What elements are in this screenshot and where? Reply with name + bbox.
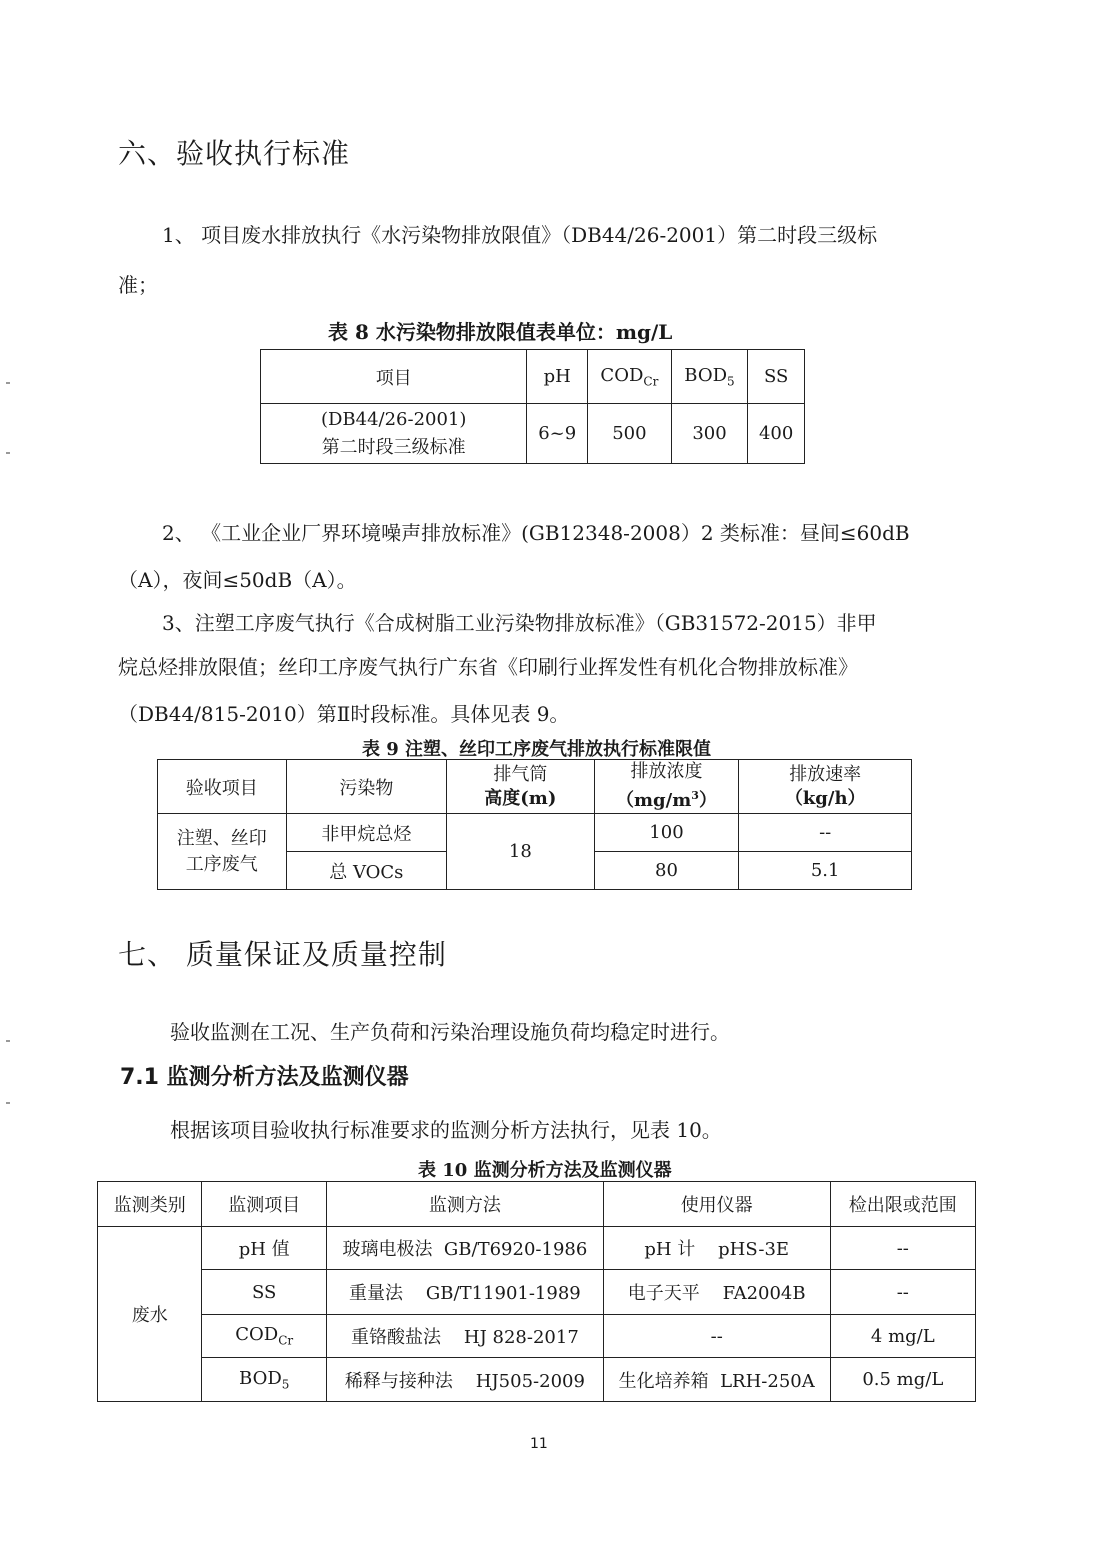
table9-conc-line1: 排放浓度: [630, 761, 703, 782]
table8-caption: 表 8 水污染物排放限值表单位：mg/L: [328, 320, 673, 344]
table8-row-bod: 300: [671, 404, 748, 464]
table9-header-height: [447, 760, 595, 814]
table9-group-line2: 工序废气: [185, 853, 258, 875]
table9-row2-pollutant: 总 VOCs: [286, 852, 447, 890]
item2-line2: （A），夜间≤50dB（A）。: [118, 568, 357, 592]
table8-row-ss: 400: [748, 404, 805, 464]
table9-height-line2: 高度(m): [484, 787, 557, 809]
table9-row1-conc: 100: [594, 814, 739, 852]
item1-line1: 1、 项目废水排放执行《水污染物排放限值》（DB44/26-2001）第二时段三级标: [162, 223, 878, 247]
table10-row3-instrument: --: [603, 1315, 830, 1358]
table10-row3-item: $COD_{Cr}$: [202, 1315, 327, 1358]
table9-row1-rate: --: [739, 814, 912, 852]
table8-header-cod: $COD_{Cr}$: [588, 350, 672, 404]
scan-mark: [6, 1102, 10, 1104]
scan-mark: [6, 452, 10, 454]
subsection-7-1-text: 根据该项目验收执行标准要求的监测分析方法执行，见表 10。: [170, 1118, 722, 1142]
table9-header-item: 验收项目: [158, 760, 287, 814]
page-number: 11: [530, 1436, 548, 1452]
table8-row-ph: 6~9: [527, 404, 588, 464]
table10-row3-method: 重铬酸盐法 HJ 828-2017: [327, 1315, 604, 1358]
table9-height-line1: 排气筒: [493, 763, 548, 785]
table9-group: [158, 814, 287, 890]
table9-header-pollutant: 污染物: [286, 760, 447, 814]
item3-line2: 烷总烃排放限值；丝印工序废气执行广东省《印刷行业挥发性有机化合物排放标准》: [118, 655, 858, 679]
table10-row1-method: 玻璃电极法 GB/T6920-1986: [327, 1227, 604, 1270]
scan-mark: [6, 382, 10, 384]
table10-row2-item: SS: [202, 1270, 327, 1315]
table8-header-bod: $BOD_5$: [671, 350, 748, 404]
table10-row2-limit: --: [830, 1270, 975, 1315]
table9: [157, 759, 912, 890]
table9-caption: 表 9 注塑、丝印工序废气排放执行标准限值: [362, 739, 712, 760]
table9-header-rate: [739, 760, 912, 814]
table10-header-item: 监测项目: [202, 1182, 327, 1227]
table10-row1-item: pH 值: [202, 1227, 327, 1270]
table10-row4-item: $BOD_5$: [202, 1358, 327, 1402]
table10-row1-instrument: pH 计 pHS-3E: [603, 1227, 830, 1270]
table10-row1-limit: --: [830, 1227, 975, 1270]
table9-row2-conc: 80: [594, 852, 739, 890]
table8: [260, 349, 805, 464]
table8-header-ss: SS: [748, 350, 805, 404]
table9-rate-line1: 排放速率: [789, 763, 862, 785]
table10-caption: 表 10 监测分析方法及监测仪器: [418, 1160, 672, 1181]
section7-title: 七、 质量保证及质量控制: [118, 938, 447, 971]
subsection-7-1-title: 7.1 监测分析方法及监测仪器: [120, 1065, 409, 1090]
table9-rate-line2: （kg/h）: [784, 787, 866, 809]
table9-conc-line2: $(mg/m^3)$: [616, 789, 717, 811]
table9-height: 18: [447, 814, 595, 890]
table8-row-cod: 500: [588, 404, 672, 464]
table9-header-conc: [594, 760, 739, 814]
table10-header-method: 监测方法: [327, 1182, 604, 1227]
section6-title: 六、验收执行标准: [118, 137, 351, 170]
section7-intro: 验收监测在工况、生产负荷和污染治理设施负荷均稳定时进行。: [170, 1020, 730, 1044]
table10-header-instrument: 使用仪器: [603, 1182, 830, 1227]
item3-line1: 3、注塑工序废气执行《合成树脂工业污染物排放标准》（GB31572-2015）非甲: [162, 611, 877, 635]
table10-category: 废水: [98, 1227, 202, 1402]
table10-row4-limit: 0.5 mg/L: [830, 1358, 975, 1402]
table10-header-category: 监测类别: [98, 1182, 202, 1227]
table10-row2-method: 重量法 GB/T11901-1989: [327, 1270, 604, 1315]
scan-mark: [6, 1040, 10, 1042]
table9-row2-rate: 5.1: [739, 852, 912, 890]
table8-row-standard: [261, 404, 527, 464]
item1-line2: 准；: [118, 273, 158, 297]
table8-header-ph: pH: [527, 350, 588, 404]
table8-std-line2: 第二时段三级标准: [321, 436, 466, 458]
table10-header-limit: 检出限或范围: [830, 1182, 975, 1227]
table8-header-item: 项目: [261, 350, 527, 404]
item2-line1: 2、 《工业企业厂界环境噪声排放标准》(GB12348-2008）2 类标准：昼间≤60dB: [162, 521, 910, 545]
table10-row2-instrument: 电子天平 FA2004B: [603, 1270, 830, 1315]
table10-row3-limit: 4 mg/L: [830, 1315, 975, 1358]
table9-group-line1: 注塑、丝印: [176, 827, 267, 849]
table9-row1-pollutant: 非甲烷总烃: [286, 814, 447, 852]
table10-row4-method: 稀释与接种法 HJ505-2009: [327, 1358, 604, 1402]
table10: [97, 1181, 976, 1402]
table10-row4-instrument: 生化培养箱 LRH-250A: [603, 1358, 830, 1402]
item3-line3: （DB44/815-2010）第Ⅱ时段标准。具体见表 9。: [118, 702, 570, 726]
table8-std-line1: (DB44/26-2001): [320, 408, 467, 430]
